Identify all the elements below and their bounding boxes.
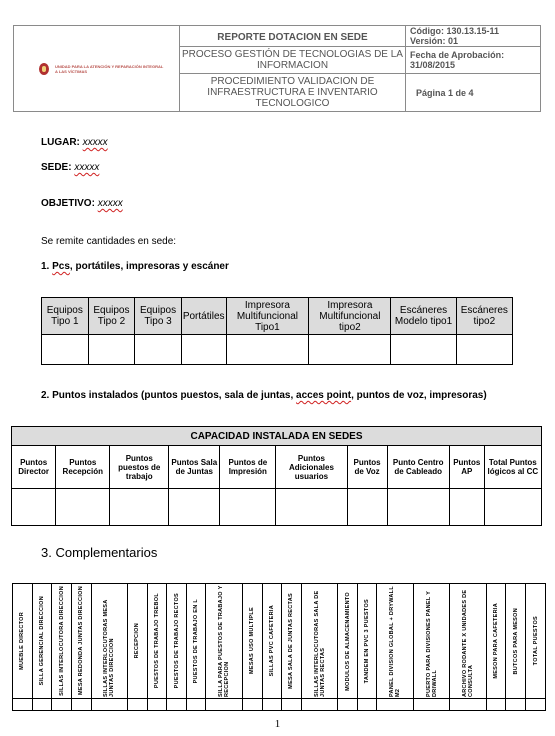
section3-col-cell[interactable]	[262, 699, 282, 711]
section3-col-header	[167, 584, 187, 699]
section3-col-cell[interactable]	[32, 699, 52, 711]
section3-col-cell[interactable]	[357, 699, 377, 711]
header-procedure-cell	[180, 74, 406, 112]
page-number: 1	[274, 718, 281, 730]
section1-col-header: Impresora Multifuncional Tipo1	[226, 298, 309, 335]
complementary-table	[12, 583, 546, 711]
section2-heading	[41, 390, 487, 401]
section2-col-header: Puntos Recepción	[56, 446, 110, 489]
section3-col-header	[13, 584, 33, 699]
section3-col-header-label: MESA SALA DE JUNTAS RECTAS	[288, 593, 295, 689]
logo-cell	[14, 26, 180, 112]
section3-col-header-label: RECEPCION	[134, 623, 141, 659]
section3-col-header	[206, 584, 242, 699]
section2-col-cell[interactable]	[12, 489, 56, 526]
section3-col-header	[357, 584, 377, 699]
section1-col-header: Escáneres Modelo tipo1	[391, 298, 456, 335]
section3-col-header	[127, 584, 147, 699]
section3-col-header-label: SILLAS INTERLOCUTORAS SALA DE JUNTAS RECTAS	[313, 590, 326, 697]
section3-col-header-label: SILLAS INTERLOCUTORA DIRECCION	[58, 586, 65, 696]
section2-col-header: Total Puntos lógicos al CC	[484, 446, 541, 489]
section3-col-header-label: ARCHIVO RODANTE X UNIDADES DE CONSULTA	[462, 589, 475, 697]
section1-col-cell[interactable]	[226, 335, 309, 365]
section3-col-header-label: SILLAS INTERLOCUTORAS MESA JUNTAS DIRECCION	[103, 599, 116, 697]
section3-col-header-label: PANEL DIVISION GLOBAL + DRYWALL M2	[389, 586, 402, 697]
header-process-cell	[180, 47, 406, 74]
section3-col-cell[interactable]	[167, 699, 187, 711]
section3-col-cell[interactable]	[147, 699, 167, 711]
section3-col-header	[526, 584, 546, 699]
section2-col-header: Puntos Adicionales usuarios	[276, 446, 347, 489]
section3-col-cell[interactable]	[282, 699, 302, 711]
section1-col-header: Equipos Tipo 3	[135, 298, 182, 335]
logo-text: UNIDAD PARA LA ATENCIÓN Y REPARACIÓN INTEGRAL A LAS VÍCTIMAS	[55, 63, 164, 74]
section3-col-cell[interactable]	[71, 699, 91, 711]
section3-col-header	[301, 584, 337, 699]
section2-col-cell[interactable]	[169, 489, 220, 526]
section1-col-cell[interactable]	[391, 335, 456, 365]
lugar-field	[41, 137, 108, 148]
section2-after: , puntos de voz, impresoras)	[351, 390, 487, 401]
page-indicator: Página 1 de 4	[416, 87, 474, 98]
section1-col-cell[interactable]	[42, 335, 89, 365]
section2-col-header: Puntos puestos de trabajo	[110, 446, 169, 489]
section1-col-cell[interactable]	[456, 335, 512, 365]
section3-col-cell[interactable]	[52, 699, 72, 711]
section1-pcs: Pcs	[52, 261, 70, 272]
section3-col-header-label: MESA REDONDA JUNTAS DIRECCION	[78, 586, 85, 696]
section3-col-header-label: MESAS USO MULTIPLE	[249, 607, 256, 675]
section3-col-header-label: SILLA PARA PUESTOS DE TRABAJO Y RECEPCION	[218, 585, 231, 697]
section2-col-header: Puntos de Voz	[347, 446, 387, 489]
section3-col-header-label: PUESTOS DE TRABAJO EN L	[193, 598, 200, 684]
document-process: PROCESO GESTIÓN DE TECNOLOGIAS DE LA INFORMACION	[182, 49, 403, 71]
section3-col-cell[interactable]	[186, 699, 206, 711]
section3-col-header-label: SILLA GERENCIAL DIRECCION	[38, 596, 45, 686]
section3-col-header-label: PUESTOS DE TRABAJO TREBOL	[153, 593, 160, 689]
objetivo-label: OBJETIVO:	[41, 198, 95, 209]
section3-col-header	[52, 584, 72, 699]
section3-col-header	[450, 584, 486, 699]
section2-col-cell[interactable]	[449, 489, 484, 526]
section3-col-header-label: PUERTO PARA DIVISIONES PANEL Y DRIWALL	[425, 591, 438, 697]
section3-col-header	[486, 584, 506, 699]
table-caption: CAPACIDAD INSTALADA EN SEDES	[12, 427, 542, 446]
sede-value: xxxxx	[74, 162, 100, 173]
sede-field	[41, 162, 99, 173]
equipment-table	[41, 297, 513, 365]
section2-before: 2. Puntos instalados (puntos puestos, sala de juntas,	[41, 390, 294, 401]
section2-col-cell[interactable]	[276, 489, 347, 526]
section3-col-cell[interactable]	[486, 699, 506, 711]
section2-col-header: Punto Centro de Cableado	[387, 446, 449, 489]
objetivo-value: xxxxx	[97, 198, 123, 209]
section1-num: 1.	[41, 261, 50, 272]
section3-col-cell[interactable]	[450, 699, 486, 711]
section3-col-cell[interactable]	[377, 699, 413, 711]
document-title: REPORTE DOTACION EN SEDE	[217, 32, 368, 43]
section3-col-cell[interactable]	[526, 699, 546, 711]
section1-col-header: Escáneres tipo2	[456, 298, 512, 335]
section3-col-cell[interactable]	[91, 699, 127, 711]
section1-heading	[41, 261, 229, 272]
section3-col-header	[242, 584, 262, 699]
section1-col-cell[interactable]	[88, 335, 135, 365]
section3-col-cell[interactable]	[338, 699, 358, 711]
section1-rest: , portátiles, impresoras y escáner	[69, 261, 229, 272]
section1-col-cell[interactable]	[309, 335, 391, 365]
section3-col-header	[186, 584, 206, 699]
section3-col-cell[interactable]	[127, 699, 147, 711]
section3-col-header	[32, 584, 52, 699]
section3-col-cell[interactable]	[242, 699, 262, 711]
header-approval-cell	[406, 47, 541, 74]
seal-icon	[39, 63, 49, 75]
section3-col-header	[262, 584, 282, 699]
section1-col-header: Portátiles	[181, 298, 226, 335]
section1-col-header: Impresora Multifuncional tipo2	[309, 298, 391, 335]
intro-text: Se remite cantidades en sede:	[41, 236, 177, 247]
section3-col-header-label: MODULOS DE ALMACENAMIENTO	[344, 591, 351, 691]
section2-col-header: Puntos de Impresión	[220, 446, 276, 489]
document-procedure: PROCEDIMIENTO VALIDACION DE INFRAESTRUCTURA E INVENTARIO TECNOLOGICO	[207, 76, 378, 109]
document-code: Código: 130.13.15-11	[410, 26, 500, 36]
section3-col-cell[interactable]	[13, 699, 33, 711]
section2-col-header: Puntos Sala de Juntas	[169, 446, 220, 489]
section2-col-cell[interactable]	[347, 489, 387, 526]
section3-heading: 3. Complementarios	[41, 545, 158, 560]
installed-points-table	[11, 426, 542, 526]
section2-col-cell[interactable]	[387, 489, 449, 526]
section2-col-cell[interactable]	[484, 489, 541, 526]
section3-col-header	[71, 584, 91, 699]
section3-col-cell[interactable]	[413, 699, 449, 711]
section3-col-header-label: MESON PARA CAFETERIA	[493, 603, 500, 679]
section3-col-cell[interactable]	[506, 699, 526, 711]
section3-col-header	[413, 584, 449, 699]
lugar-label: LUGAR:	[41, 137, 80, 148]
section2-col-cell[interactable]	[56, 489, 110, 526]
section3-col-header-label: BUTCOS PARA MESON	[512, 607, 519, 675]
section2-col-header: Puntos Director	[12, 446, 56, 489]
section3-col-header-label: PUESTOS DE TRABAJO RECTOS	[173, 593, 180, 689]
section2-col-cell[interactable]	[110, 489, 169, 526]
section2-col-cell[interactable]	[220, 489, 276, 526]
section3-col-header-label: TOTAL PUESTOS	[532, 616, 539, 666]
section3-col-header	[91, 584, 127, 699]
section3-col-header	[147, 584, 167, 699]
objetivo-field	[41, 198, 123, 209]
section3-col-cell[interactable]	[301, 699, 337, 711]
section3-col-header	[282, 584, 302, 699]
section1-col-cell[interactable]	[181, 335, 226, 365]
section3-col-header	[377, 584, 413, 699]
document-version: Versión: 01	[410, 36, 459, 46]
section1-col-cell[interactable]	[135, 335, 182, 365]
header-title-cell	[180, 26, 406, 47]
lugar-value: xxxxx	[82, 137, 108, 148]
document-header	[13, 25, 541, 112]
section3-col-header	[338, 584, 358, 699]
section3-col-header-label: TANDEM EN PVC 3 PUESTOS	[364, 598, 371, 684]
section1-col-header: Equipos Tipo 1	[42, 298, 89, 335]
section2-acces: acces point	[296, 390, 352, 401]
sede-label: SEDE:	[41, 162, 72, 173]
section1-col-header: Equipos Tipo 2	[88, 298, 135, 335]
header-meta-cell	[406, 26, 541, 47]
section3-col-header-label: SILLAS PVC CAFETERIA	[268, 605, 275, 677]
approval-date: Fecha de Aprobación: 31/08/2015	[410, 50, 505, 70]
section3-col-header	[506, 584, 526, 699]
header-page-cell	[406, 74, 541, 112]
section3-col-cell[interactable]	[206, 699, 242, 711]
section2-col-header: Puntos AP	[449, 446, 484, 489]
section3-col-header-label: MUEBLE DIRECTOR	[19, 612, 26, 670]
